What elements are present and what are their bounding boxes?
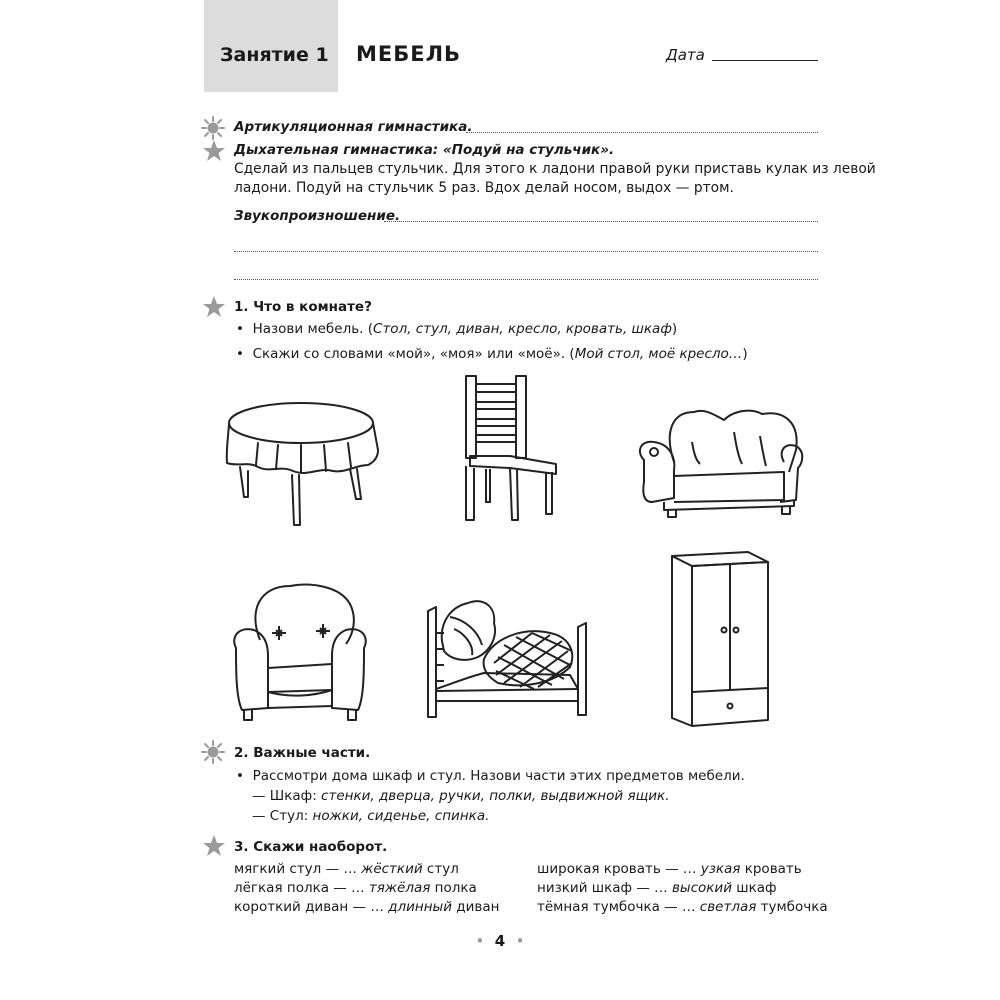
armchair-illustration <box>230 580 370 726</box>
date-field[interactable] <box>712 60 818 61</box>
lesson-label: Занятие 1 <box>220 44 329 66</box>
sun-icon <box>201 740 225 764</box>
furniture-list: Стол, стул, диван, кресло, кровать, шкаф <box>373 321 672 337</box>
task3-title: 3. Скажи наоборот. <box>234 839 388 855</box>
task1-title: 1. Что в комнате? <box>234 299 372 315</box>
breathing-heading: Дыхательная гимнастика: «Подуй на стульчик». <box>234 142 615 158</box>
opposite-pair: тёмная тумбочка — … светлая тумбочка <box>537 899 828 915</box>
star-icon <box>202 295 226 319</box>
page-title: МЕБЕЛЬ <box>356 42 462 66</box>
wardrobe-parts: стенки, дверца, ручки, полки, выдвижной ящик. <box>321 788 670 804</box>
pronunciation-answer-line[interactable] <box>234 279 818 280</box>
sun-icon <box>201 116 225 140</box>
chair-illustration <box>460 374 564 524</box>
articulation-heading: Артикуляционная гимнастика. <box>234 119 473 135</box>
pronunciation-answer-line[interactable] <box>234 251 818 252</box>
task1-bullet-1: • Назови мебель. (Стол, стул, диван, кресло, кровать, шкаф) <box>236 321 678 337</box>
bullet: • <box>236 768 244 784</box>
task2-title: 2. Важные части. <box>234 745 371 761</box>
sofa-illustration <box>634 402 806 524</box>
opposite-pair: низкий шкаф — … высокий шкаф <box>537 880 777 896</box>
round-table-illustration <box>218 395 384 530</box>
pronunciation-heading: Звукопроизношение. <box>234 208 401 224</box>
opposite-pair: короткий диван — … длинный диван <box>234 899 500 915</box>
bed-illustration <box>424 593 594 721</box>
star-icon <box>202 834 226 858</box>
wardrobe-illustration <box>668 546 772 730</box>
opposite-pair: мягкий стул — … жёсткий стул <box>234 861 459 877</box>
star-icon <box>202 139 226 163</box>
task2-bullet: • Рассмотри дома шкаф и стул. Назови части этих предметов мебели. <box>236 768 745 784</box>
wardrobe-parts-line: — Шкаф: стенки, дверца, ручки, полки, выдвижной ящик. <box>252 788 670 804</box>
pronunciation-answer-line[interactable] <box>384 221 818 222</box>
opposite-pair: широкая кровать — … узкая кровать <box>537 861 802 877</box>
date-label: Дата <box>666 46 705 64</box>
page-number: • 4 • <box>475 932 525 950</box>
articulation-answer-line[interactable] <box>466 132 818 133</box>
opposite-pair: лёгкая полка — … тяжёлая полка <box>234 880 477 896</box>
bullet: • <box>236 321 244 337</box>
example-phrases: Мой стол, моё кресло… <box>574 346 743 362</box>
chair-parts-line: — Стул: ножки, сиденье, спинка. <box>252 808 490 824</box>
breathing-instruction-1: Сделай из пальцев стульчик. Для этого к ладони правой руки приставь кулак из левой <box>234 161 876 177</box>
task1-bullet-2: • Скажи со словами «мой», «моя» или «моё». (Мой стол, моё кресло…) <box>236 346 748 362</box>
chair-parts: ножки, сиденье, спинка. <box>312 808 490 824</box>
bullet: • <box>236 346 244 362</box>
breathing-instruction-2: ладони. Подуй на стульчик 5 раз. Вдох делай носом, выдох — ртом. <box>234 180 734 196</box>
